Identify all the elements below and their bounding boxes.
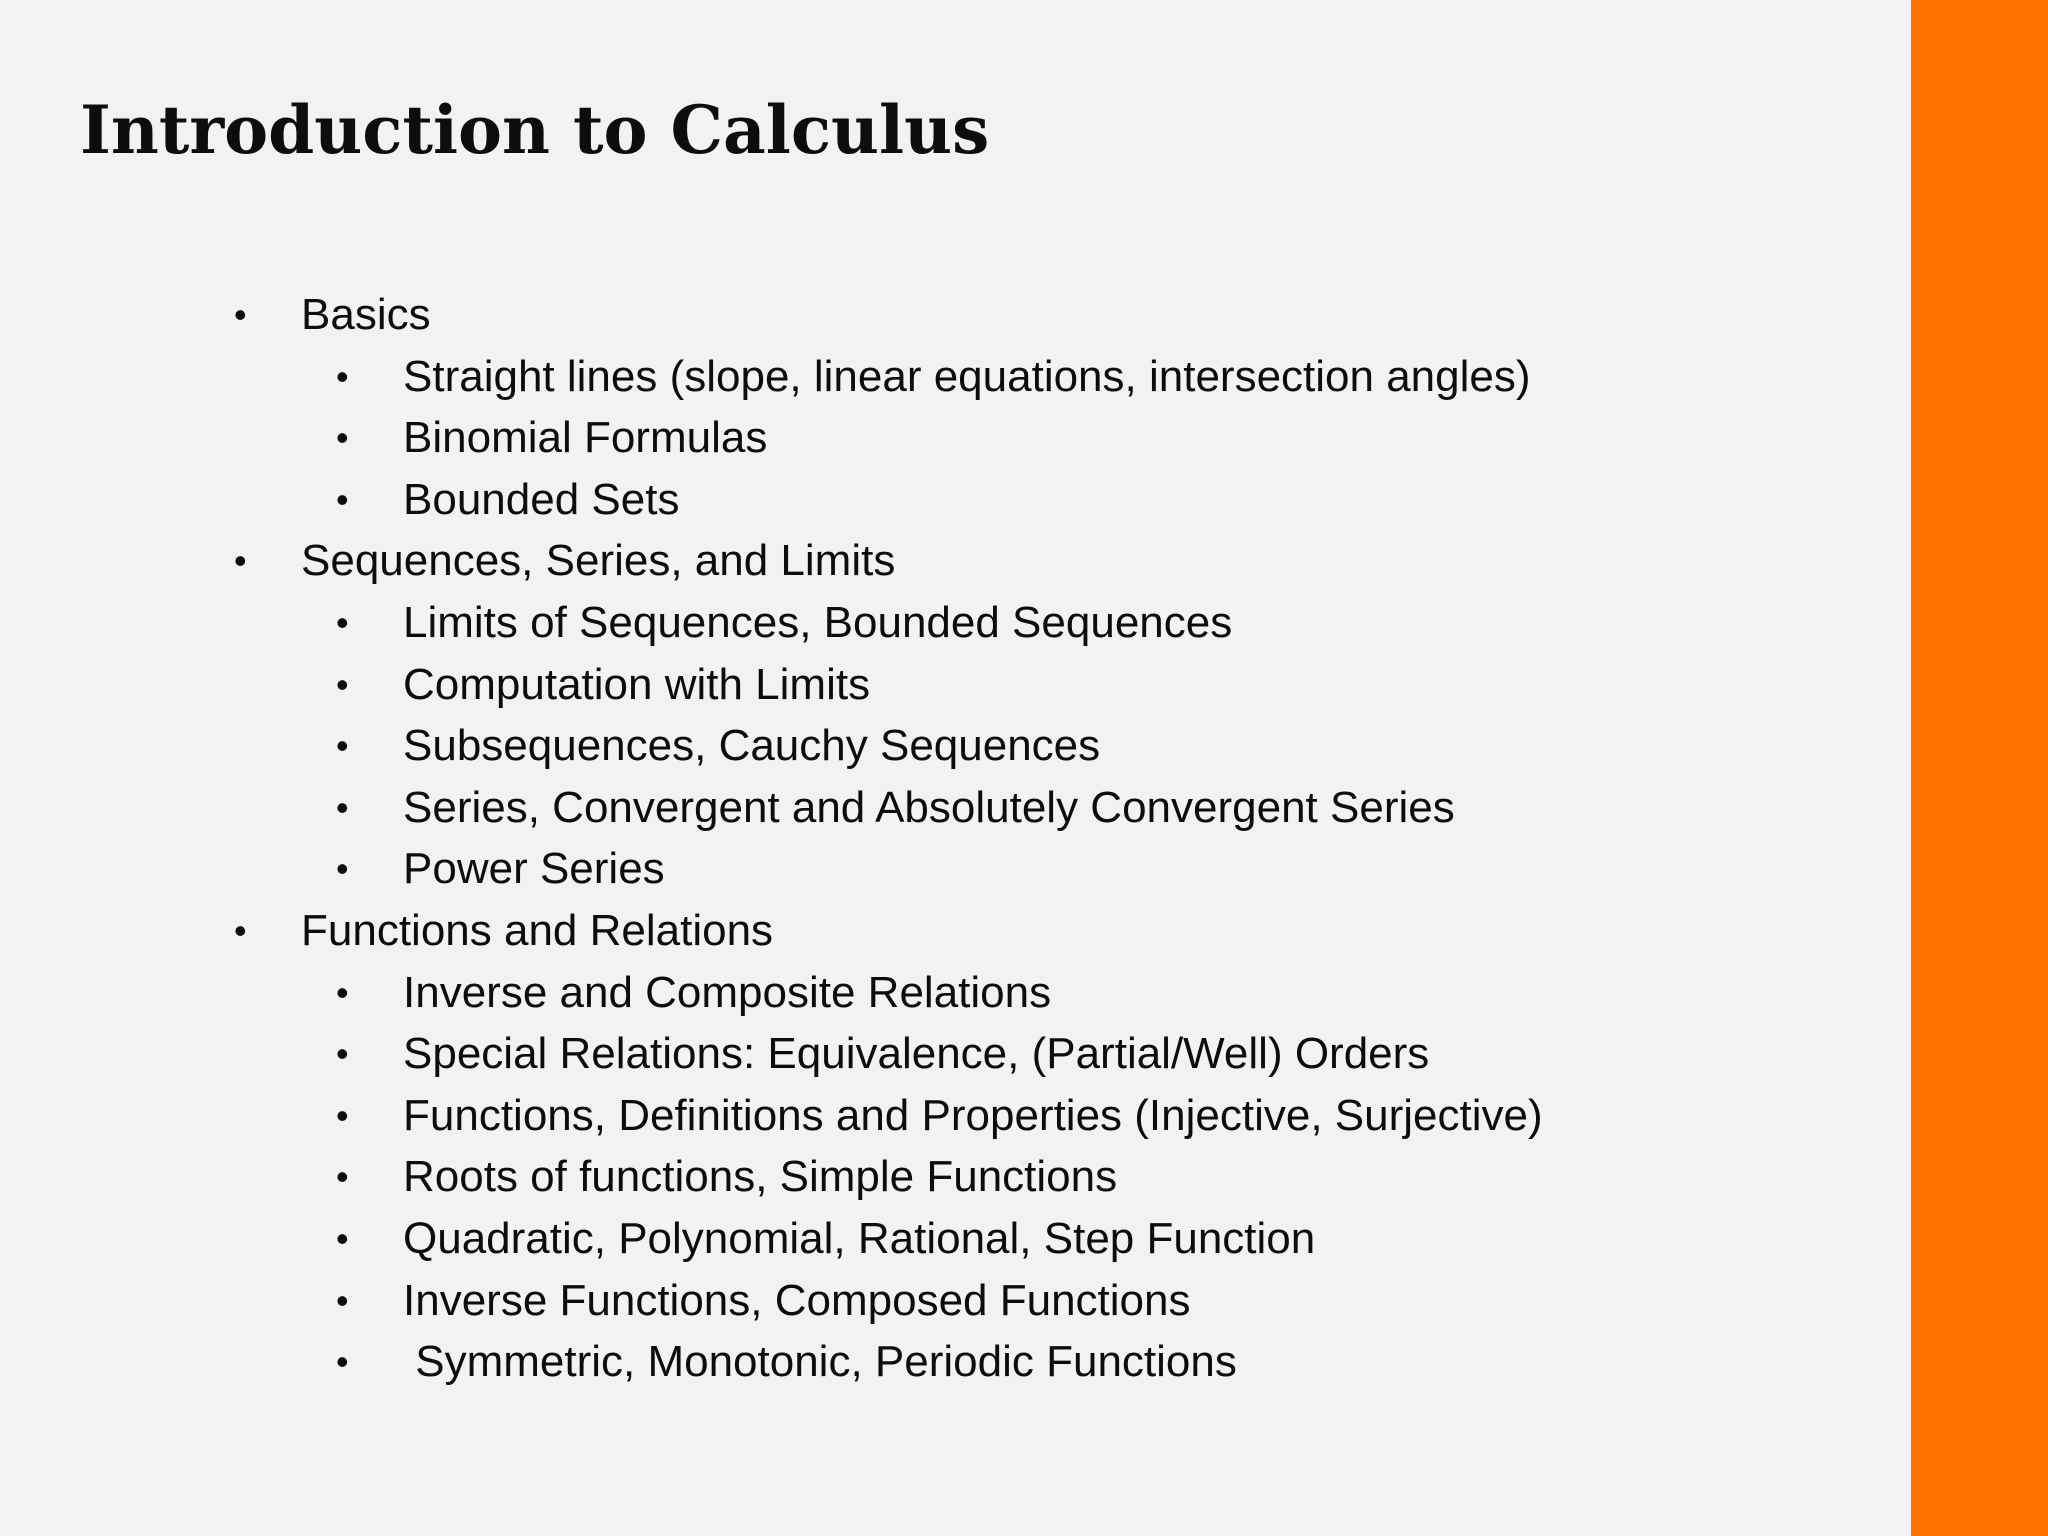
bullet-icon: • [336, 1156, 349, 1198]
bullet-icon: • [336, 725, 349, 767]
subtopic-label: Special Relations: Equivalence, (Partial/Well) Orders [403, 1029, 1430, 1079]
subtopic-label: Roots of functions, Simple Functions [403, 1152, 1118, 1202]
bullet-icon: • [336, 1341, 349, 1383]
subtopic-label: Inverse and Composite Relations [403, 967, 1052, 1017]
bullet-icon: • [336, 1217, 349, 1259]
bullet-icon: • [336, 417, 349, 459]
bullet-icon: • [234, 294, 247, 335]
bullet-icon: • [234, 909, 247, 951]
subtopic-label: Inverse Functions, Composed Functions [403, 1275, 1191, 1325]
subtopic-label: Straight lines (slope, linear equations, intersection angles) [403, 351, 1531, 401]
bullet-icon: • [336, 786, 349, 828]
subtopic-label: Quadratic, Polynomial, Rational, Step Function [403, 1213, 1316, 1263]
bullet-icon: • [336, 478, 349, 520]
topic-label: Functions and Relations [301, 905, 774, 955]
subtopic-label: Subsequences, Cauchy Sequences [403, 721, 1101, 771]
topic-label: Sequences, Series, and Limits [301, 536, 896, 586]
bullet-icon: • [336, 1094, 349, 1136]
bullet-icon: • [234, 540, 247, 582]
subtopic-label: Bounded Sets [403, 474, 680, 524]
bullet-icon: • [336, 1279, 349, 1321]
accent-bar [1911, 0, 2048, 1536]
bullet-icon: • [336, 971, 349, 1013]
subtopic-label: Binomial Formulas [403, 413, 768, 463]
subtopic-label: Computation with Limits [403, 659, 871, 709]
topic-label: Basics [301, 290, 431, 339]
bullet-icon: • [336, 355, 349, 397]
bullet-icon: • [336, 848, 349, 890]
subtopic-label: Limits of Sequences, Bounded Sequences [403, 597, 1233, 647]
bullet-icon: • [336, 663, 349, 705]
slide-title: Introduction to Calculus [80, 91, 990, 169]
bullet-icon: • [336, 601, 349, 643]
subtopic-label: Series, Convergent and Absolutely Convergent Series [403, 782, 1455, 832]
subtopic-label: Functions, Definitions and Properties (Injective, Surjective) [403, 1090, 1543, 1140]
bullet-icon: • [336, 1033, 349, 1075]
subtopic-label: Power Series [403, 844, 665, 894]
subtopic-label: Symmetric, Monotonic, Periodic Functions [403, 1337, 1237, 1387]
